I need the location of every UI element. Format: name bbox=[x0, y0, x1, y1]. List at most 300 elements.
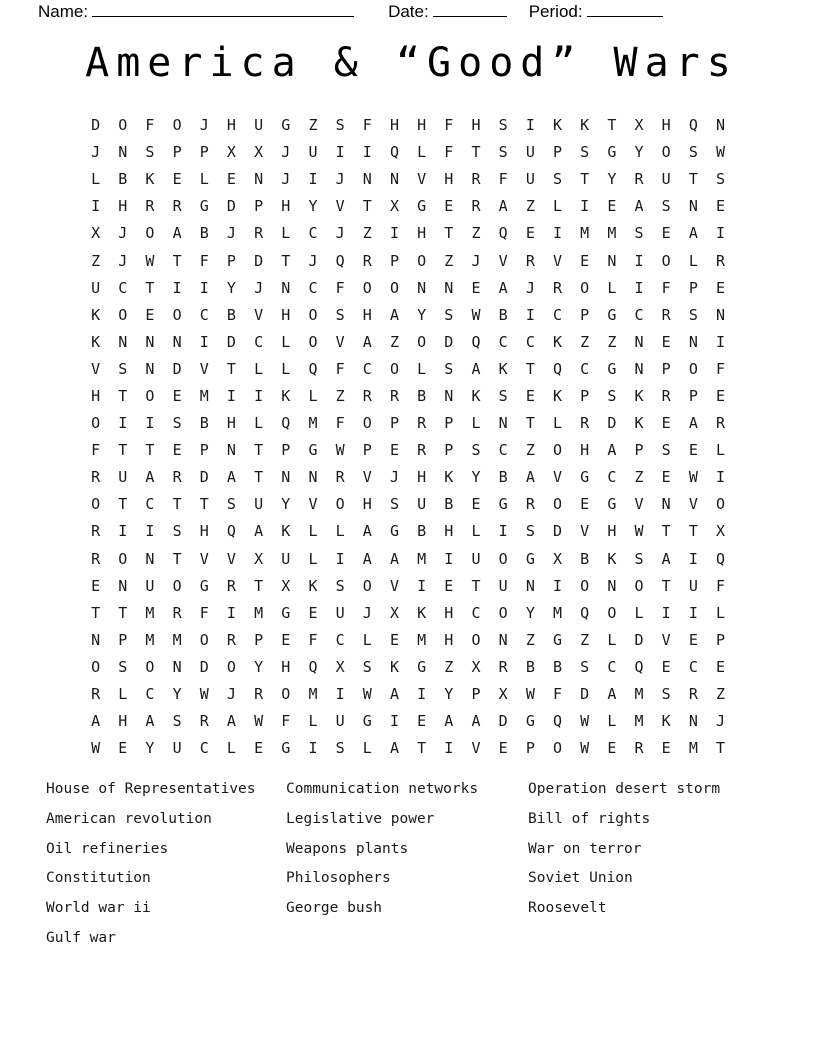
grid-letter[interactable]: V bbox=[471, 739, 481, 758]
grid-letter[interactable]: L bbox=[607, 630, 617, 649]
grid-letter[interactable]: G bbox=[281, 116, 291, 135]
grid-letter[interactable]: N bbox=[281, 468, 291, 487]
grid-letter[interactable]: S bbox=[634, 224, 644, 243]
grid-letter[interactable]: S bbox=[444, 305, 454, 324]
grid-letter[interactable]: I bbox=[335, 143, 345, 162]
grid-letter[interactable]: G bbox=[362, 712, 372, 731]
grid-letter[interactable]: I bbox=[335, 549, 345, 568]
grid-letter[interactable]: O bbox=[389, 278, 399, 297]
grid-letter[interactable]: S bbox=[688, 305, 698, 324]
grid-letter[interactable]: J bbox=[118, 251, 128, 270]
grid-letter[interactable]: Z bbox=[525, 441, 535, 460]
grid-letter[interactable]: J bbox=[199, 116, 209, 135]
grid-letter[interactable]: L bbox=[362, 630, 372, 649]
grid-letter[interactable]: V bbox=[634, 495, 644, 514]
grid-letter[interactable]: V bbox=[199, 549, 209, 568]
grid-letter[interactable]: R bbox=[91, 549, 101, 568]
grid-letter[interactable]: L bbox=[281, 332, 291, 351]
grid-letter[interactable]: T bbox=[417, 739, 427, 758]
grid-letter[interactable]: P bbox=[471, 685, 481, 704]
grid-letter[interactable]: A bbox=[254, 522, 264, 541]
grid-letter[interactable]: S bbox=[335, 116, 345, 135]
grid-letter[interactable]: R bbox=[716, 414, 726, 433]
grid-letter[interactable]: O bbox=[471, 630, 481, 649]
grid-letter[interactable]: U bbox=[498, 576, 508, 595]
grid-letter[interactable]: X bbox=[91, 224, 101, 243]
grid-letter[interactable]: N bbox=[607, 576, 617, 595]
grid-letter[interactable]: T bbox=[118, 441, 128, 460]
grid-letter[interactable]: X bbox=[335, 657, 345, 676]
word-list-item[interactable]: Oil refineries bbox=[46, 840, 169, 857]
grid-letter[interactable]: Y bbox=[607, 170, 617, 189]
grid-letter[interactable]: L bbox=[335, 522, 345, 541]
grid-letter[interactable]: L bbox=[281, 224, 291, 243]
grid-letter[interactable]: P bbox=[254, 197, 264, 216]
grid-letter[interactable]: S bbox=[525, 522, 535, 541]
word-list-item[interactable]: Philosophers bbox=[286, 870, 391, 887]
grid-letter[interactable]: O bbox=[172, 576, 182, 595]
grid-letter[interactable]: J bbox=[716, 712, 726, 731]
grid-letter[interactable]: I bbox=[389, 224, 399, 243]
grid-letter[interactable]: J bbox=[281, 143, 291, 162]
grid-letter[interactable]: E bbox=[91, 576, 101, 595]
grid-letter[interactable]: X bbox=[254, 549, 264, 568]
grid-letter[interactable]: L bbox=[716, 603, 726, 622]
grid-letter[interactable]: R bbox=[688, 685, 698, 704]
grid-letter[interactable]: L bbox=[308, 549, 318, 568]
grid-letter[interactable]: H bbox=[580, 441, 590, 460]
grid-letter[interactable]: M bbox=[308, 685, 318, 704]
grid-letter[interactable]: I bbox=[199, 332, 209, 351]
grid-letter[interactable]: Z bbox=[389, 332, 399, 351]
grid-letter[interactable]: W bbox=[91, 739, 101, 758]
grid-letter[interactable]: R bbox=[634, 739, 644, 758]
grid-letter[interactable]: P bbox=[688, 278, 698, 297]
grid-letter[interactable]: F bbox=[444, 116, 454, 135]
grid-letter[interactable]: P bbox=[172, 143, 182, 162]
grid-letter[interactable]: F bbox=[362, 116, 372, 135]
grid-letter[interactable]: Z bbox=[607, 332, 617, 351]
grid-letter[interactable]: N bbox=[145, 332, 155, 351]
grid-letter[interactable]: Y bbox=[172, 685, 182, 704]
grid-letter[interactable]: I bbox=[688, 549, 698, 568]
grid-letter[interactable]: C bbox=[145, 495, 155, 514]
grid-letter[interactable]: Z bbox=[525, 630, 535, 649]
grid-letter[interactable]: C bbox=[145, 685, 155, 704]
grid-letter[interactable]: G bbox=[199, 197, 209, 216]
grid-letter[interactable]: T bbox=[716, 739, 726, 758]
grid-letter[interactable]: T bbox=[172, 251, 182, 270]
grid-letter[interactable]: E bbox=[716, 657, 726, 676]
grid-letter[interactable]: M bbox=[607, 224, 617, 243]
grid-letter[interactable]: V bbox=[335, 332, 345, 351]
grid-letter[interactable]: I bbox=[389, 712, 399, 731]
grid-letter[interactable]: O bbox=[580, 278, 590, 297]
grid-letter[interactable]: B bbox=[552, 657, 563, 676]
grid-letter[interactable]: V bbox=[552, 468, 563, 487]
grid-letter[interactable]: A bbox=[389, 549, 399, 568]
grid-letter[interactable]: P bbox=[199, 441, 209, 460]
grid-letter[interactable]: L bbox=[417, 359, 427, 378]
grid-letter[interactable]: G bbox=[607, 359, 617, 378]
grid-letter[interactable]: T bbox=[580, 170, 590, 189]
grid-letter[interactable]: U bbox=[525, 170, 535, 189]
grid-letter[interactable]: T bbox=[661, 576, 671, 595]
grid-letter[interactable]: N bbox=[118, 143, 128, 162]
grid-letter[interactable]: M bbox=[552, 603, 563, 622]
grid-letter[interactable]: D bbox=[498, 712, 508, 731]
grid-letter[interactable]: N bbox=[688, 332, 698, 351]
grid-letter[interactable]: L bbox=[716, 441, 726, 460]
grid-letter[interactable]: N bbox=[281, 278, 291, 297]
grid-letter[interactable]: T bbox=[118, 386, 128, 405]
grid-letter[interactable]: T bbox=[254, 441, 264, 460]
grid-letter[interactable]: W bbox=[688, 468, 698, 487]
grid-letter[interactable]: S bbox=[607, 386, 617, 405]
grid-letter[interactable]: R bbox=[254, 685, 264, 704]
grid-letter[interactable]: N bbox=[444, 386, 454, 405]
grid-letter[interactable]: W bbox=[335, 441, 345, 460]
grid-letter[interactable]: Y bbox=[444, 685, 454, 704]
grid-letter[interactable]: O bbox=[362, 278, 372, 297]
grid-letter[interactable]: Z bbox=[335, 386, 345, 405]
grid-letter[interactable]: S bbox=[335, 576, 345, 595]
grid-letter[interactable]: W bbox=[580, 739, 590, 758]
grid-letter[interactable]: I bbox=[716, 468, 726, 487]
grid-letter[interactable]: W bbox=[362, 685, 372, 704]
grid-letter[interactable]: X bbox=[716, 522, 726, 541]
grid-letter[interactable]: S bbox=[362, 657, 372, 676]
grid-letter[interactable]: N bbox=[716, 305, 726, 324]
grid-letter[interactable]: N bbox=[688, 197, 698, 216]
grid-letter[interactable]: M bbox=[634, 712, 644, 731]
grid-letter[interactable]: N bbox=[118, 332, 128, 351]
grid-letter[interactable]: L bbox=[281, 359, 291, 378]
grid-letter[interactable]: W bbox=[145, 251, 155, 270]
grid-letter[interactable]: L bbox=[417, 143, 427, 162]
grid-letter[interactable]: X bbox=[281, 576, 291, 595]
grid-letter[interactable]: F bbox=[335, 359, 345, 378]
grid-letter[interactable]: J bbox=[254, 278, 264, 297]
grid-letter[interactable]: M bbox=[417, 549, 427, 568]
grid-letter[interactable]: A bbox=[145, 468, 155, 487]
word-list-item[interactable]: World war ii bbox=[46, 900, 151, 917]
grid-letter[interactable]: R bbox=[580, 414, 590, 433]
grid-letter[interactable]: Y bbox=[226, 278, 236, 297]
grid-letter[interactable]: T bbox=[199, 495, 209, 514]
grid-letter[interactable]: O bbox=[226, 657, 236, 676]
grid-letter[interactable]: U bbox=[335, 712, 345, 731]
grid-letter[interactable]: N bbox=[91, 630, 101, 649]
grid-letter[interactable]: L bbox=[118, 685, 128, 704]
grid-letter[interactable]: E bbox=[607, 739, 617, 758]
grid-letter[interactable]: V bbox=[199, 359, 209, 378]
grid-letter[interactable]: F bbox=[91, 441, 101, 460]
grid-letter[interactable]: A bbox=[688, 414, 698, 433]
grid-letter[interactable]: R bbox=[199, 712, 209, 731]
grid-letter[interactable]: S bbox=[172, 712, 182, 731]
grid-letter[interactable]: I bbox=[444, 739, 454, 758]
grid-letter[interactable]: A bbox=[634, 197, 644, 216]
grid-letter[interactable]: P bbox=[580, 386, 590, 405]
grid-letter[interactable]: O bbox=[145, 386, 155, 405]
grid-letter[interactable]: E bbox=[580, 251, 590, 270]
grid-letter[interactable]: H bbox=[226, 414, 236, 433]
grid-letter[interactable]: G bbox=[607, 143, 617, 162]
grid-letter[interactable]: I bbox=[552, 576, 563, 595]
grid-letter[interactable]: A bbox=[471, 712, 481, 731]
grid-letter[interactable]: S bbox=[716, 170, 726, 189]
grid-letter[interactable]: O bbox=[362, 576, 372, 595]
grid-letter[interactable]: L bbox=[607, 278, 617, 297]
grid-letter[interactable]: G bbox=[199, 576, 209, 595]
grid-letter[interactable]: T bbox=[661, 522, 671, 541]
grid-letter[interactable]: Z bbox=[634, 468, 644, 487]
grid-letter[interactable]: D bbox=[172, 359, 182, 378]
grid-letter[interactable]: I bbox=[417, 576, 427, 595]
grid-letter[interactable]: N bbox=[172, 332, 182, 351]
grid-letter[interactable]: S bbox=[552, 170, 563, 189]
grid-letter[interactable]: C bbox=[308, 224, 318, 243]
grid-letter[interactable]: O bbox=[308, 305, 318, 324]
grid-letter[interactable]: A bbox=[362, 549, 372, 568]
grid-letter[interactable]: U bbox=[118, 468, 128, 487]
grid-letter[interactable]: E bbox=[254, 739, 264, 758]
grid-letter[interactable]: R bbox=[552, 278, 563, 297]
grid-letter[interactable]: P bbox=[634, 441, 644, 460]
grid-letter[interactable]: I bbox=[444, 549, 454, 568]
grid-letter[interactable]: L bbox=[308, 712, 318, 731]
grid-letter[interactable]: U bbox=[254, 495, 264, 514]
grid-letter[interactable]: E bbox=[118, 739, 128, 758]
grid-letter[interactable]: D bbox=[552, 522, 563, 541]
grid-letter[interactable]: H bbox=[281, 305, 291, 324]
grid-letter[interactable]: T bbox=[362, 197, 372, 216]
grid-letter[interactable]: E bbox=[281, 630, 291, 649]
grid-letter[interactable]: B bbox=[199, 414, 209, 433]
grid-letter[interactable]: N bbox=[172, 657, 182, 676]
grid-letter[interactable]: F bbox=[199, 251, 209, 270]
grid-letter[interactable]: K bbox=[580, 116, 590, 135]
grid-letter[interactable]: Y bbox=[634, 143, 644, 162]
grid-letter[interactable]: P bbox=[281, 441, 291, 460]
grid-letter[interactable]: I bbox=[417, 685, 427, 704]
grid-letter[interactable]: K bbox=[661, 712, 671, 731]
grid-letter[interactable]: I bbox=[661, 603, 671, 622]
grid-letter[interactable]: R bbox=[91, 522, 101, 541]
grid-letter[interactable]: O bbox=[91, 495, 101, 514]
grid-letter[interactable]: N bbox=[525, 576, 535, 595]
grid-letter[interactable]: L bbox=[471, 522, 481, 541]
grid-letter[interactable]: Y bbox=[145, 739, 155, 758]
grid-letter[interactable]: V bbox=[417, 170, 427, 189]
grid-letter[interactable]: Q bbox=[634, 657, 644, 676]
grid-letter[interactable]: H bbox=[91, 386, 101, 405]
grid-letter[interactable]: O bbox=[634, 576, 644, 595]
grid-letter[interactable]: P bbox=[362, 441, 372, 460]
grid-letter[interactable]: S bbox=[634, 549, 644, 568]
grid-letter[interactable]: R bbox=[254, 224, 264, 243]
grid-letter[interactable]: M bbox=[199, 386, 209, 405]
grid-letter[interactable]: G bbox=[607, 305, 617, 324]
grid-letter[interactable]: I bbox=[199, 278, 209, 297]
grid-letter[interactable]: E bbox=[688, 441, 698, 460]
grid-letter[interactable]: R bbox=[335, 468, 345, 487]
grid-letter[interactable]: O bbox=[607, 603, 617, 622]
grid-letter[interactable]: K bbox=[389, 657, 399, 676]
grid-letter[interactable]: I bbox=[308, 739, 318, 758]
grid-letter[interactable]: U bbox=[417, 495, 427, 514]
grid-letter[interactable]: O bbox=[118, 305, 128, 324]
grid-letter[interactable]: N bbox=[389, 170, 399, 189]
grid-letter[interactable]: S bbox=[118, 657, 128, 676]
grid-letter[interactable]: I bbox=[362, 143, 372, 162]
grid-letter[interactable]: Z bbox=[716, 685, 726, 704]
grid-letter[interactable]: T bbox=[145, 441, 155, 460]
grid-letter[interactable]: R bbox=[91, 685, 101, 704]
grid-letter[interactable]: C bbox=[580, 359, 590, 378]
grid-letter[interactable]: W bbox=[716, 143, 726, 162]
grid-letter[interactable]: N bbox=[118, 576, 128, 595]
grid-letter[interactable]: O bbox=[362, 414, 372, 433]
grid-letter[interactable]: H bbox=[362, 305, 372, 324]
grid-letter[interactable]: I bbox=[308, 170, 318, 189]
grid-letter[interactable]: O bbox=[498, 549, 508, 568]
grid-letter[interactable]: Q bbox=[688, 116, 698, 135]
grid-letter[interactable]: O bbox=[580, 576, 590, 595]
grid-letter[interactable]: I bbox=[172, 278, 182, 297]
grid-letter[interactable]: R bbox=[362, 251, 372, 270]
grid-letter[interactable]: E bbox=[471, 278, 481, 297]
word-list-item[interactable]: House of Representatives bbox=[46, 781, 256, 797]
grid-letter[interactable]: O bbox=[118, 116, 128, 135]
grid-letter[interactable]: A bbox=[362, 522, 372, 541]
grid-letter[interactable]: P bbox=[552, 143, 563, 162]
grid-letter[interactable]: T bbox=[226, 359, 236, 378]
grid-letter[interactable]: T bbox=[688, 170, 698, 189]
grid-letter[interactable]: Q bbox=[471, 332, 481, 351]
grid-letter[interactable]: H bbox=[362, 495, 372, 514]
grid-letter[interactable]: A bbox=[226, 468, 236, 487]
grid-letter[interactable]: V bbox=[254, 305, 264, 324]
grid-letter[interactable]: T bbox=[254, 576, 264, 595]
grid-letter[interactable]: K bbox=[145, 170, 155, 189]
grid-letter[interactable]: X bbox=[498, 685, 508, 704]
grid-letter[interactable]: W bbox=[471, 305, 481, 324]
grid-letter[interactable]: R bbox=[362, 386, 372, 405]
grid-letter[interactable]: R bbox=[145, 197, 155, 216]
grid-letter[interactable]: C bbox=[498, 332, 508, 351]
grid-letter[interactable]: C bbox=[688, 657, 698, 676]
grid-letter[interactable]: U bbox=[172, 739, 182, 758]
grid-letter[interactable]: Y bbox=[417, 305, 427, 324]
grid-letter[interactable]: X bbox=[389, 197, 399, 216]
word-list-item[interactable]: Communication networks bbox=[286, 781, 479, 797]
grid-letter[interactable]: J bbox=[335, 224, 345, 243]
grid-letter[interactable]: A bbox=[607, 685, 617, 704]
grid-letter[interactable]: U bbox=[308, 143, 318, 162]
word-list-item[interactable]: Constitution bbox=[46, 870, 151, 887]
grid-letter[interactable]: W bbox=[634, 522, 644, 541]
grid-letter[interactable]: S bbox=[498, 386, 508, 405]
grid-letter[interactable]: A bbox=[91, 712, 101, 731]
grid-letter[interactable]: P bbox=[254, 630, 264, 649]
grid-letter[interactable]: V bbox=[580, 522, 590, 541]
grid-letter[interactable]: T bbox=[471, 576, 481, 595]
grid-letter[interactable]: Z bbox=[580, 630, 590, 649]
grid-letter[interactable]: G bbox=[498, 495, 508, 514]
grid-letter[interactable]: B bbox=[444, 495, 454, 514]
grid-letter[interactable]: O bbox=[172, 116, 182, 135]
grid-letter[interactable]: J bbox=[226, 685, 236, 704]
grid-letter[interactable]: H bbox=[417, 468, 427, 487]
grid-letter[interactable]: D bbox=[226, 332, 236, 351]
grid-letter[interactable]: I bbox=[254, 386, 264, 405]
grid-letter[interactable]: T bbox=[525, 414, 535, 433]
grid-letter[interactable]: O bbox=[552, 739, 563, 758]
grid-letter[interactable]: H bbox=[444, 170, 454, 189]
grid-letter[interactable]: F bbox=[498, 170, 508, 189]
grid-letter[interactable]: G bbox=[525, 712, 535, 731]
grid-letter[interactable]: I bbox=[226, 386, 236, 405]
grid-letter[interactable]: L bbox=[308, 522, 318, 541]
grid-letter[interactable]: O bbox=[417, 332, 427, 351]
grid-letter[interactable]: N bbox=[634, 359, 644, 378]
grid-letter[interactable]: L bbox=[199, 170, 209, 189]
grid-letter[interactable]: P bbox=[389, 251, 399, 270]
grid-letter[interactable]: D bbox=[254, 251, 264, 270]
grid-letter[interactable]: K bbox=[308, 576, 318, 595]
grid-letter[interactable]: S bbox=[172, 522, 182, 541]
grid-letter[interactable]: C bbox=[525, 332, 535, 351]
grid-letter[interactable]: M bbox=[688, 739, 698, 758]
grid-letter[interactable]: Q bbox=[308, 657, 318, 676]
grid-letter[interactable]: B bbox=[417, 522, 427, 541]
grid-letter[interactable]: I bbox=[525, 116, 535, 135]
grid-letter[interactable]: L bbox=[552, 414, 563, 433]
grid-letter[interactable]: T bbox=[172, 549, 182, 568]
grid-letter[interactable]: J bbox=[226, 224, 236, 243]
grid-letter[interactable]: M bbox=[254, 603, 264, 622]
grid-letter[interactable]: G bbox=[580, 468, 590, 487]
grid-letter[interactable]: H bbox=[444, 522, 454, 541]
word-list-item[interactable]: Bill of rights bbox=[528, 810, 651, 827]
grid-letter[interactable]: H bbox=[417, 116, 427, 135]
grid-letter[interactable]: I bbox=[118, 414, 128, 433]
grid-letter[interactable]: Q bbox=[281, 414, 291, 433]
grid-letter[interactable]: H bbox=[607, 522, 617, 541]
grid-letter[interactable]: V bbox=[498, 251, 508, 270]
grid-letter[interactable]: A bbox=[607, 441, 617, 460]
grid-letter[interactable]: L bbox=[471, 414, 481, 433]
grid-letter[interactable]: A bbox=[661, 549, 671, 568]
grid-letter[interactable]: E bbox=[444, 576, 454, 595]
grid-letter[interactable]: T bbox=[444, 224, 454, 243]
grid-letter[interactable]: M bbox=[417, 630, 427, 649]
grid-letter[interactable]: A bbox=[444, 712, 454, 731]
grid-letter[interactable]: J bbox=[308, 251, 318, 270]
word-list-item[interactable]: Soviet Union bbox=[528, 870, 633, 887]
grid-letter[interactable]: S bbox=[335, 739, 345, 758]
grid-letter[interactable]: B bbox=[226, 305, 236, 324]
grid-letter[interactable]: L bbox=[91, 170, 101, 189]
grid-letter[interactable]: N bbox=[498, 630, 508, 649]
grid-letter[interactable]: G bbox=[281, 739, 291, 758]
grid-letter[interactable]: I bbox=[335, 685, 345, 704]
grid-letter[interactable]: U bbox=[335, 603, 345, 622]
grid-letter[interactable]: L bbox=[254, 359, 264, 378]
grid-letter[interactable]: O bbox=[172, 305, 182, 324]
